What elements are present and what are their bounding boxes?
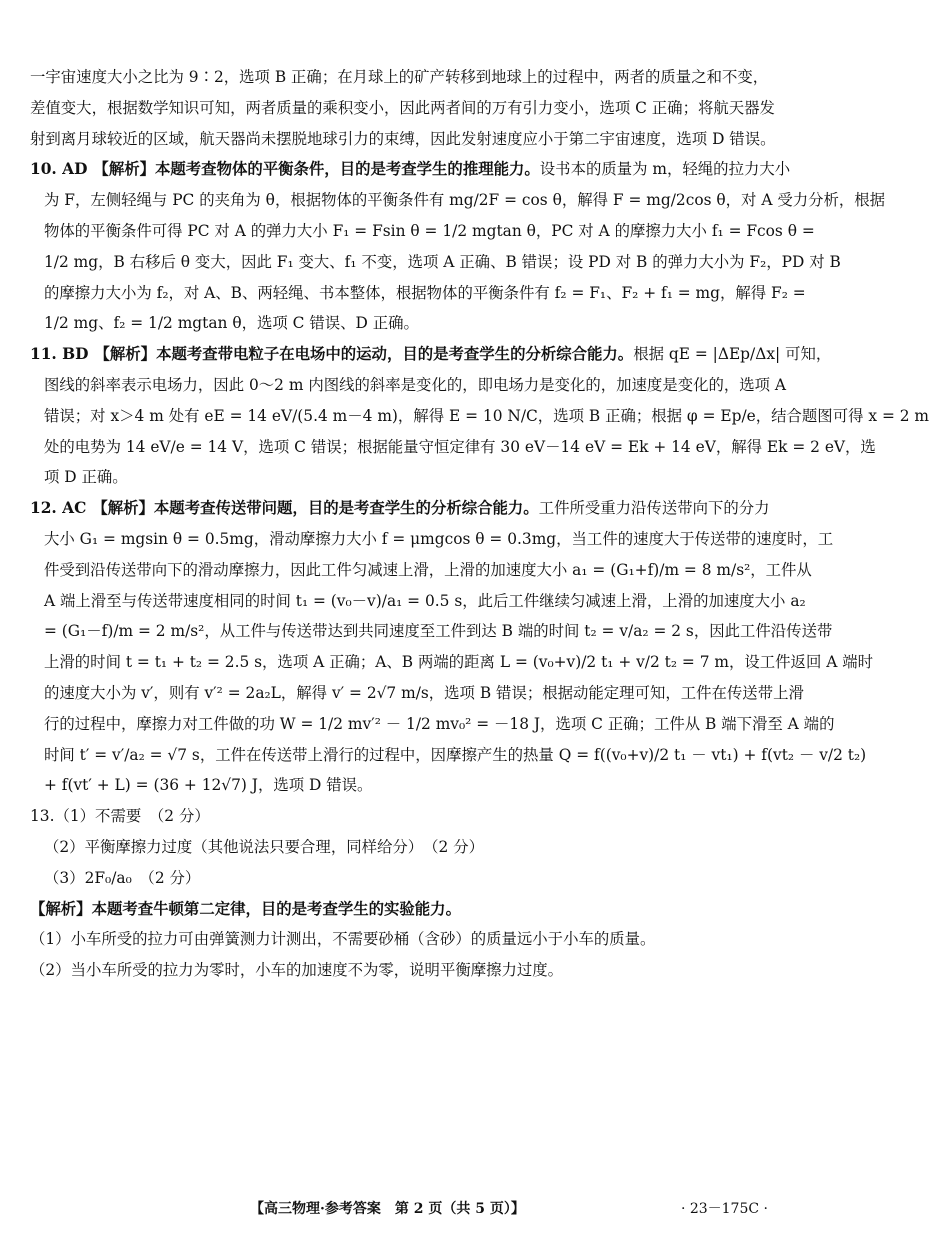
text-line [30,740,867,771]
line-text: 为 F，左侧轻绳与 PC 的夹角为 θ，根据物体的平衡条件有 mg/2F = cos θ，解得 F = mg/2cos θ，对 A 受力分析，根据 [44,191,886,210]
text-line [30,955,770,986]
text-line [30,462,770,493]
text-line [30,339,832,370]
analysis-lead: 本题考查带电粒子在电场中的运动，目的是考查学生的分析综合能力。 [156,345,634,364]
answer-content [30,62,929,986]
text-line [30,863,770,894]
text-line [30,493,770,524]
analysis-lead: 本题考查物体的平衡条件，目的是考查学生的推理能力。 [155,160,540,179]
text-line [30,401,929,432]
analysis-tag: 【解析】 [30,899,92,918]
line-text: 射到离月球较近的区域，航天器尚未摆脱地球引力的束缚，因此发射速度应小于第二宇宙速度，选项 D 错误。 [30,129,776,148]
text-line [30,924,770,955]
page-footer [0,1198,794,1220]
text-line [30,832,770,863]
text-line [30,247,841,278]
line-text: 的速度大小为 v′，则有 v′² = 2a₂L，解得 v′ = 2√7 m/s，选项 B 错误；根据动能定理可知，工件在传送带上滑 [44,683,804,702]
text-line [30,432,876,463]
line-text: （2）当小车所受的拉力为零时，小车的加速度不为零，说明平衡摩擦力过度。 [30,961,564,980]
analysis-tag: 【解析】 [93,160,155,179]
line-text: 1/2 mg、f₂ = 1/2 mgtan θ，选项 C 错误、D 正确。 [44,314,419,333]
footer-code: · 23－175C · [680,1201,768,1217]
text-line [30,647,874,678]
question-number: 12. AC [30,499,87,518]
line-text: 一宇宙速度大小之比为 9∶2，选项 B 正确；在月球上的矿产转移到地球上的过程中，两者的质量之和不变， [30,68,769,86]
line-text: 设书本的质量为 m，轻绳的拉力大小 [539,160,791,179]
line-text: + f(vt′ + L) = (36 + 12√7) J，选项 D 错误。 [44,776,373,795]
text-line [30,678,804,709]
text-line [30,93,775,124]
text-line [30,894,770,925]
line-text: 件受到沿传送带向下的滑动摩擦力，因此工件匀减速上滑，上滑的加速度大小 a₁ = (G₁+f)/m = 8 m/s²，工件从 [44,560,812,579]
text-line [30,555,812,586]
line-text: 上滑的时间 t = t₁ + t₂ = 2.5 s，选项 A 正确；A、B 两端的距离 L = (v₀+v)/2 t₁ + v/2 t₂ = 7 m，设工件返回 A 端时 [44,653,874,672]
text-line [30,185,886,216]
line-text: 根据 qE = |ΔEp/Δx| 可知， [633,345,832,364]
line-text: 物体的平衡条件可得 PC 对 A 的弹力大小 F₁ = Fsin θ = 1/2 mgtan θ，PC 对 A 的摩擦力大小 f₁ = Fcos θ = [44,221,815,240]
line-text: A 端上滑至与传送带速度相同的时间 t₁ = (v₀－v)/a₁ = 0.5 s，此后工件继续匀减速上滑，上滑的加速度大小 a₂ [44,591,806,610]
text-line [30,124,776,155]
analysis-tag: 【解析】 [92,499,154,518]
analysis-tag: 【解析】 [94,345,157,364]
line-text: 工件所受重力沿传送带向下的分力 [538,499,770,518]
line-text: 项 D 正确。 [44,468,128,487]
line-text: （3）2F₀/a₀ （2 分） [44,868,201,887]
text-line [30,524,834,555]
text-line [30,278,806,309]
text-line [30,616,833,647]
line-text: 时间 t′ = v′/a₂ = √7 s，工件在传送带上滑行的过程中，因摩擦产生的热量 Q = f((v₀+v)/2 t₁ － vt₁) + f(vt₂ － v/2 t₂) [44,745,867,764]
text-line [30,370,787,401]
analysis-lead: 本题考查传送带问题，目的是考查学生的分析综合能力。 [153,499,539,518]
text-line [30,216,815,247]
question-number: 11. BD [30,345,89,364]
footer-title: 【高三物理·参考答案 第 2 页（共 5 页）】 [250,1201,525,1217]
line-text: 行的过程中，摩擦力对工件做的功 W = 1/2 mv′² － 1/2 mv₀² = －18 J，选项 C 正确；工件从 B 端下滑至 A 端的 [44,714,835,733]
text-line [30,770,770,801]
text-line [30,801,770,832]
line-text: （2）平衡摩擦力过度（其他说法只要合理，同样给分） （2 分） [44,837,485,856]
line-text: 13.（1）不需要 （2 分） [30,807,210,826]
text-line [30,308,770,339]
line-text: 大小 G₁ = mgsin θ = 0.5mg，滑动摩擦力大小 f = μmgcos θ = 0.3mg，当工件的速度大于传送带的速度时，工 [44,529,834,548]
line-text: 图线的斜率表示电场力，因此 0～2 m 内图线的斜率是变化的，即电场力是变化的，加速度是变化的，选项 A [44,375,787,394]
line-text: 差值变大，根据数学知识可知，两者质量的乘积变小，因此两者间的万有引力变小，选项 C 正确；将航天器发 [30,98,775,117]
line-text: 处的电势为 14 eV/e = 14 V，选项 C 错误；根据能量守恒定律有 30 eV－14 eV = Ek + 14 eV，解得 Ek = 2 eV，选 [44,437,876,456]
text-line [30,62,770,93]
text-line [30,586,806,617]
text-line [30,154,791,185]
line-text: 的摩擦力大小为 f₂，对 A、B、两轻绳、书本整体，根据物体的平衡条件有 f₂ = F₁、F₂ + f₁ = mg，解得 F₂ = [44,283,806,302]
text-line [30,709,835,740]
line-text: 1/2 mg，B 右移后 θ 变大，因此 F₁ 变大、f₁ 不变，选项 A 正确、B 错误；设 PD 对 B 的弹力大小为 F₂，PD 对 B [44,252,841,271]
line-text: 错误；对 x＞4 m 处有 eE = 14 eV/(5.4 m－4 m)，解得 E = 10 N/C，选项 B 正确；根据 φ = Ep/e，结合题图可得 x = 2 m [44,406,929,425]
line-text: （1）小车所受的拉力可由弹簧测力计测出，不需要砂桶（含砂）的质量远小于小车的质量。 [30,930,656,949]
analysis-lead: 本题考查牛顿第二定律，目的是考查学生的实验能力。 [91,899,461,918]
question-number: 10. AD [30,160,88,179]
line-text: = (G₁－f)/m = 2 m/s²，从工件与传送带达到共同速度至工件到达 B 端的时间 t₂ = v/a₂ = 2 s，因此工件沿传送带 [44,622,833,641]
